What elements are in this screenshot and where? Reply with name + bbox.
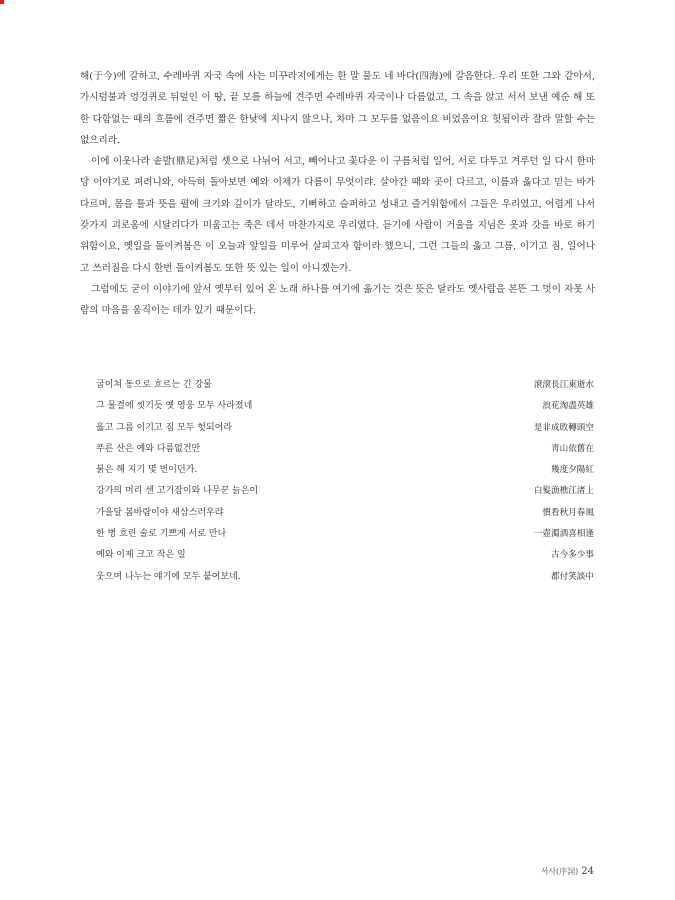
corner-crop-mark (0, 0, 4, 4)
paragraph: 해(于今)에 갈하고, 수레바퀴 자국 속에 사는 미꾸라지에게는 한 말 물도 네 바다(四海)에 갈음한다. 우리 또한 그와 같아서, 가시덤불과 엉겅퀴로 뒤덮인 이 땅, 끝 모를 하늘에 견주면 수레바퀴 자국이나 다름없고, 그 속을 앉고 서서 보낸 예순 해 또한 다함없는 때의 흐름에 견주면 짧은 한낮에 지나지 않으나, 차마 그 모두를 없음이요 비었음이요 헛됨이라 잘라 말할 수는 없으리라. (80, 71, 595, 146)
page-footer (541, 866, 594, 877)
poem-line (96, 439, 594, 460)
poem-line (96, 524, 594, 545)
section-title: 서사(序詞) (540, 867, 579, 876)
poem-line (96, 460, 594, 481)
poem-line (96, 396, 594, 417)
body-text (80, 66, 595, 322)
poem-line-chinese: 白髮漁樵江渚上 (533, 486, 594, 497)
poem-line-korean: 굽이쳐 동으로 흐르는 긴 강물 (96, 380, 212, 390)
poem-line (96, 481, 594, 502)
poem-line-chinese: 浪花淘盡英雄 (542, 401, 594, 412)
poem-line-chinese: 都付笑談中 (551, 571, 594, 582)
poem-line-korean: 푸른 산은 예와 다름없건만 (96, 443, 201, 454)
poem-line-korean: 옳고 그름 이기고 짐 모두 헛되어라 (96, 422, 233, 433)
poem-block (96, 375, 594, 588)
poem-line (96, 418, 594, 439)
poem-line-korean: 한 병 흐린 술로 기쁘게 서로 만나 (96, 529, 227, 540)
poem-line-chinese: 古今多少事 (551, 550, 594, 561)
poem-line-chinese: 一壺濁酒喜相逢 (533, 529, 594, 540)
paragraph: 이에 이웃나라 솥발(鼎足)처럼 셋으로 나뉘어 서고, 빼어나고 꽃다운 이 구름처럼 일어, 서로 다투고 겨루던 일 다시 한마당 이야기로 펴려니와, 아득히 돌아보면 예와 이제가 다름이 무엇이랴. 살아간 때와 곳이 다르고, 이름과 옳다고 믿는 바가 다르며, 몸을 틀과 뜻을 펼에 크기와 깊이가 달라도, 기뻐하고 슬퍼하고 성내고 즐거워함에서 그들은 우리였고, 어렵게 나서 갖가지 괴로움에 시달리다가 미움고는 죽은 데서 마찬가지로 우리였다. 듣기에 사람이 거울을 지님은 옷과 갓을 바로 하기 위함이요, 옛일을 돌이켜봄은 이 오늘과 앞일을 미루어 살피고자 함이라 했으니, 그런 그들의 옳고 그름, 이기고 짐, 일어나고 쓰러짐을 다시 한번 돌이켜봄도 또한 뜻 있는 일이 아니겠는가. (80, 156, 595, 274)
poem-line-korean: 가을달 봄바람이야 새삼스러우랴 (96, 507, 224, 518)
poem-line-chinese: 慣看秋月春風 (542, 507, 594, 518)
poem-line-korean: 붉은 해 지기 몇 번이던가. (96, 465, 198, 476)
poem-line (96, 375, 594, 396)
paragraph: 그럼에도 굳이 이야기에 앞서 옛부터 있어 온 노래 하나를 여기에 옮기는 것은 뜻은 달라도 옛사람을 본뜬 그 멋이 자못 사람의 마음을 움직이는 데가 있기 때문이다. (80, 283, 595, 317)
poem-line-chinese: 幾度夕陽紅 (551, 465, 594, 476)
poem-line-korean: 웃으며 나누는 얘기에 모두 붙여보네. (96, 571, 241, 582)
poem-line-chinese: 滾滾長江東逝水 (533, 380, 594, 390)
poem-line-chinese: 是非成敗轉頭空 (533, 422, 594, 433)
poem-line-korean: 강가의 머리 센 고기잡이와 나무꾼 늙은이 (96, 486, 259, 497)
page-number: 24 (581, 866, 594, 877)
poem-line-korean: 예와 이제 크고 작은 일 (96, 550, 186, 561)
poem-line-korean: 그 물결에 씻기듯 옛 영웅 모두 사라졌네 (96, 401, 253, 412)
poem-line (96, 503, 594, 524)
poem-line-chinese: 靑山依舊在 (551, 443, 594, 454)
poem-line (96, 567, 594, 588)
poem-line (96, 545, 594, 566)
